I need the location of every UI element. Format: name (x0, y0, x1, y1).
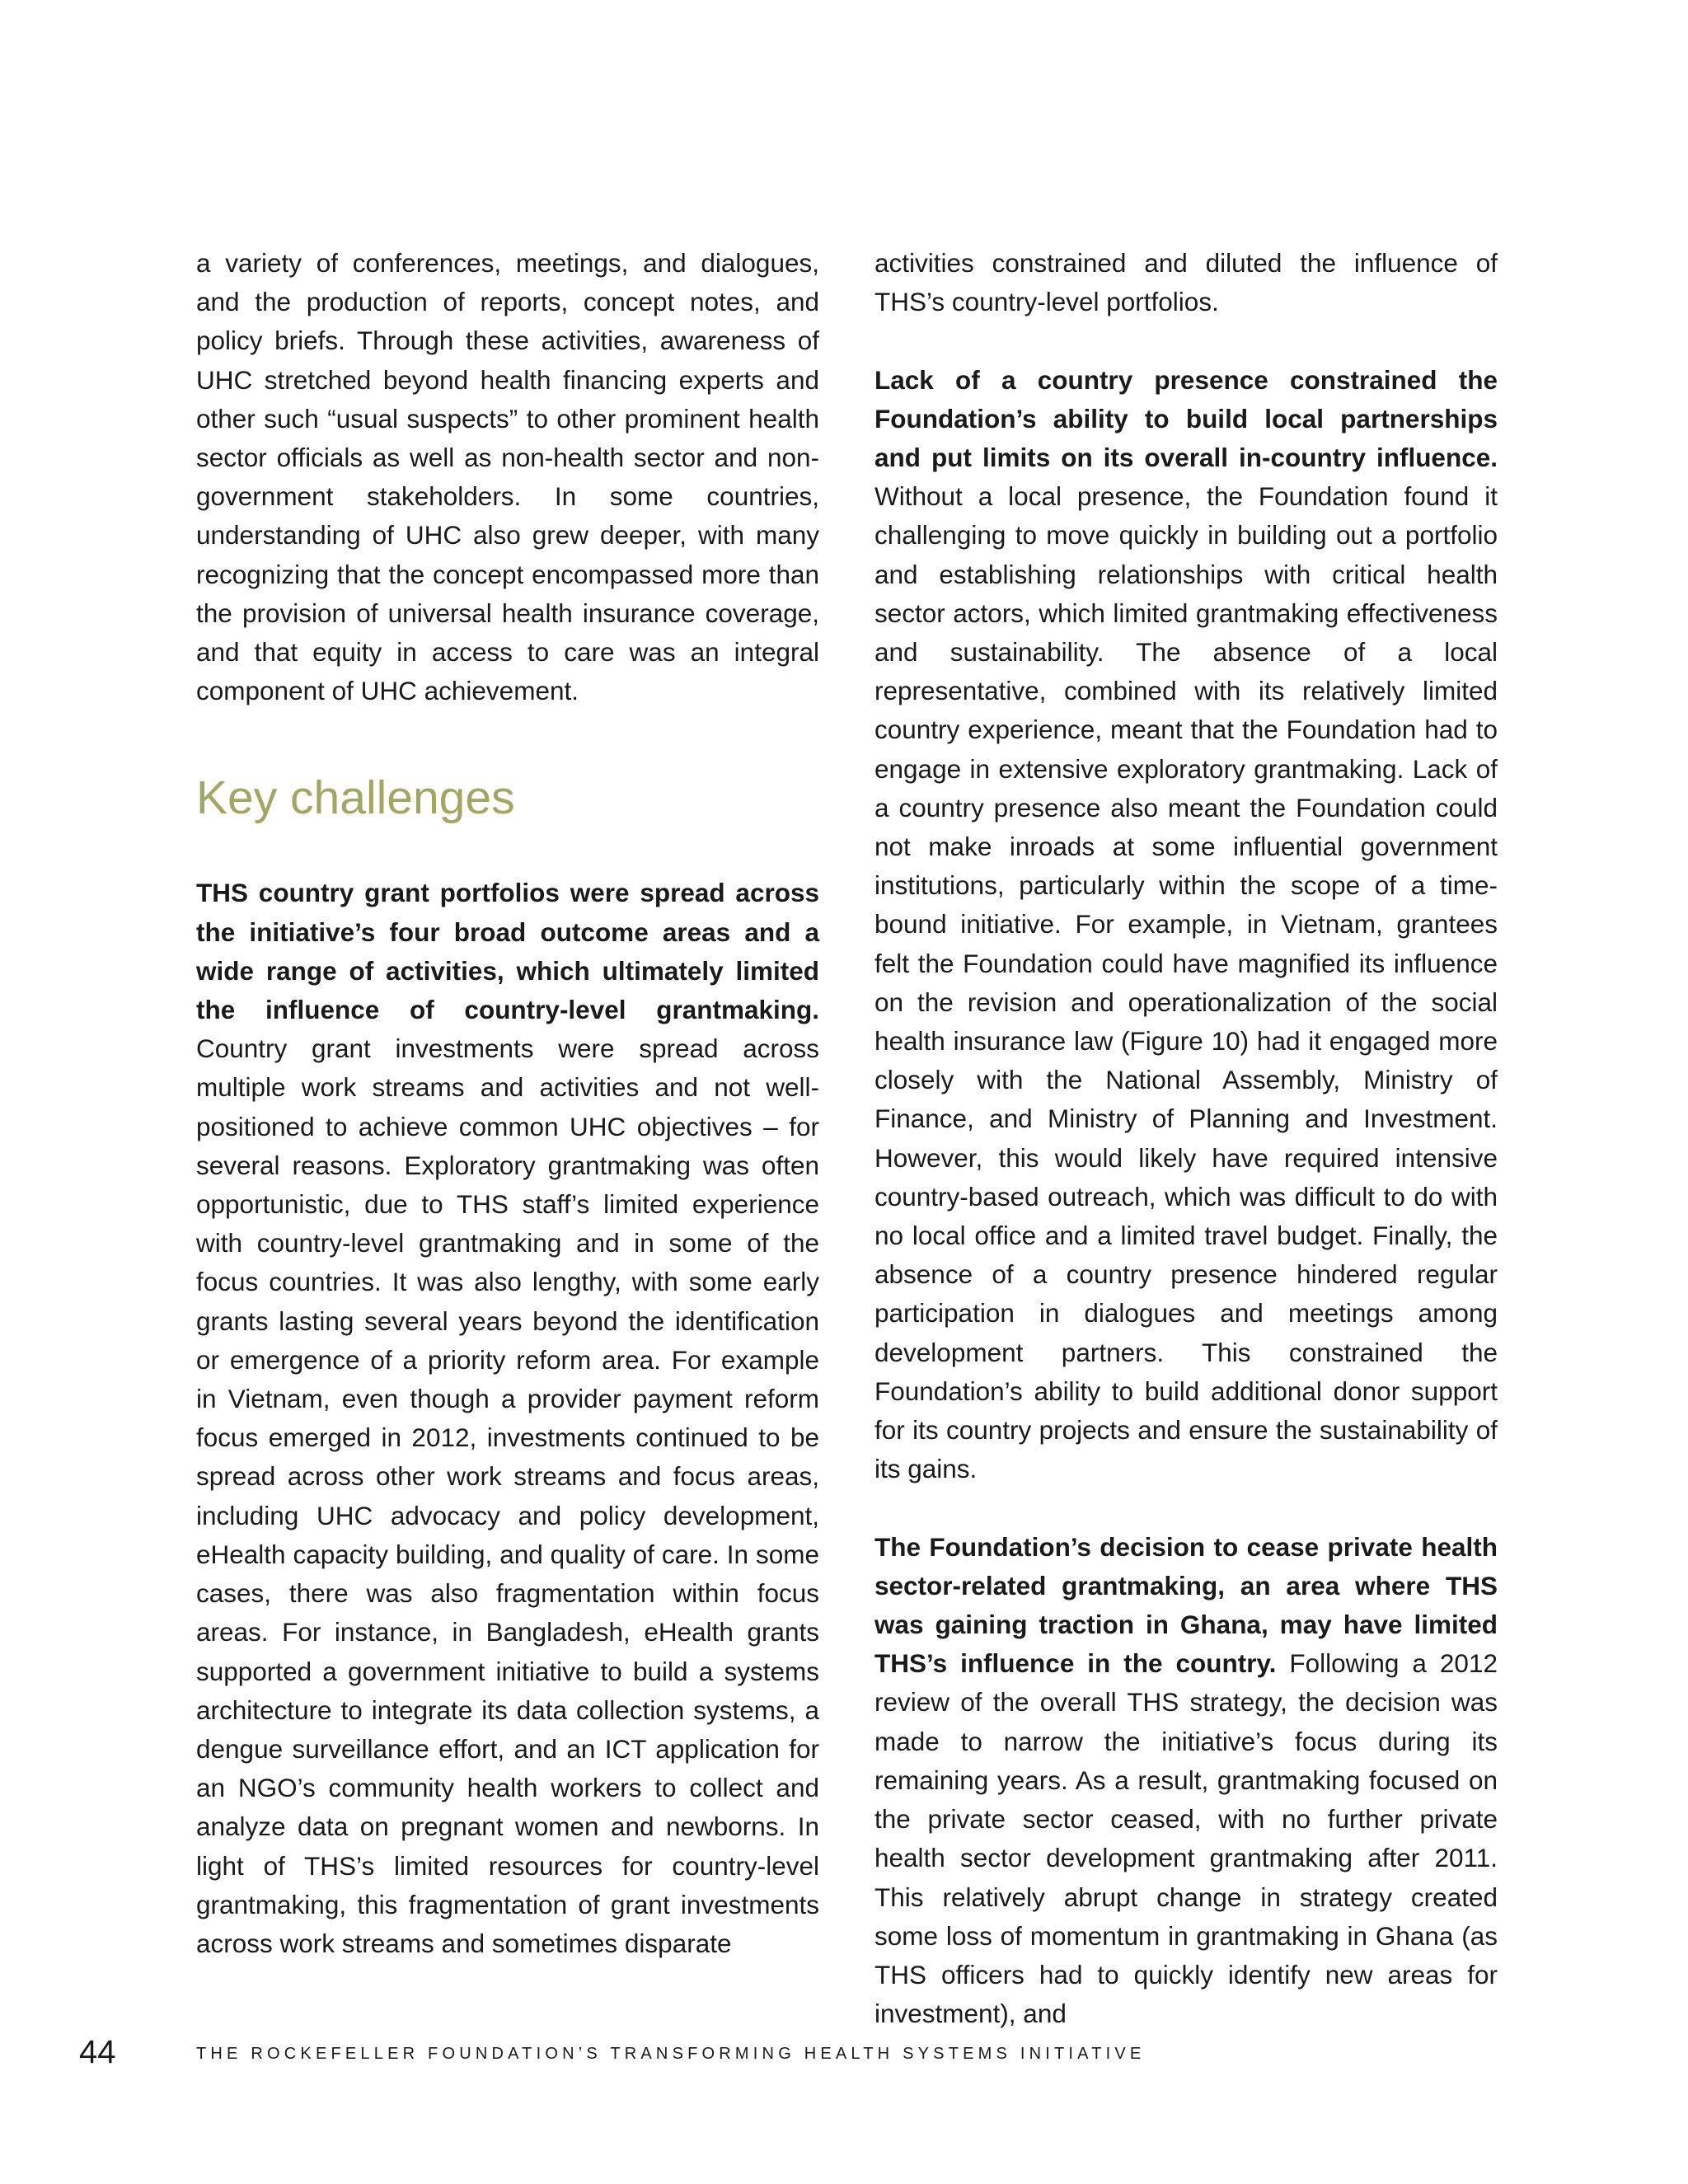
section-heading-key-challenges: Key challenges (196, 771, 515, 825)
continuation-paragraph: activities constrained and diluted the influence of THS’s country-level portfolios. (874, 248, 1498, 317)
challenge-lead-portfolios: THS country grant portfolios were spread across the initiative’s four broad outcome areas and a wide range of activities, which ultimately limited the influence of country-level grantmaking. (196, 878, 819, 1025)
challenge-paragraph-portfolios (196, 874, 819, 1963)
paragraph-gap (874, 321, 1498, 360)
challenge-lead-country-presence: Lack of a country presence constrained the Foundation’s ability to build local partnerships and put limits on its overall in-country influence. (874, 364, 1498, 472)
challenge-lead-private-sector: The Foundation’s decision to cease private health sector-related grantmaking, an area where THS was gaining traction in Ghana, may have limited THS’s influence in the country. (874, 1531, 1498, 1679)
intro-paragraph: a variety of conferences, meetings, and dialogues, and the production of reports, concept notes, and policy briefs. Through these activities, awareness of UHC stretched beyond health financing experts and other such “usual suspects” to other prominent health sector officials as well as non-health sector and non-government stakeholders. In some countries, understanding of UHC also grew deeper, with many recognizing that the concept encompassed more than the provision of universal health insurance coverage, and that equity in access to care was an integral component of UHC achievement. (196, 248, 819, 706)
page-number: 44 (79, 2034, 116, 2070)
challenge-paragraph-country-presence (874, 361, 1498, 1489)
challenge-paragraph-private-sector (874, 1528, 1498, 2034)
left-column (196, 244, 819, 1963)
challenge-body-country-presence: Without a local presence, the Foundation found it challenging to move quickly in building out a portfolio and establishing relationships with critical health sector actors, which limited grantmaking effectiveness and sustainability. The absence of a local representative, combined with its relatively limited country experience, meant that the Foundation had to engage in extensive exploratory grantmaking. Lack of a country presence also meant the Foundation could not make inroads at some influential government institutions, particularly within the scope of a time-bound initiative. For example, in Vietnam, grantees felt the Foundation could have magnified its influence on the revision and operationalization of the social health insurance law (Figure 10) had it engaged more closely with the National Assembly, Ministry of Finance, and Ministry of Planning and Investment. However, this would likely have required intensive country-based outreach, which was difficult to do with no local office and a limited travel budget. Finally, the absence of a country presence hindered regular participation in dialogues and meetings among development partners. This constrained the Foundation’s ability to build additional donor support for its country projects and ensure the sustainability of its gains. (874, 481, 1498, 1484)
paragraph-gap (874, 1488, 1498, 1527)
right-column (874, 244, 1498, 2033)
challenge-body-private-sector: Following a 2012 review of the overall THS strategy, the decision was made to narrow the initiative’s focus during its remaining years. As a result, grantmaking focused on the private sector ceased, with no further private health sector development grantmaking after 2011. This relatively abrupt change in strategy created some loss of momentum in grantmaking in Ghana (as THS officers had to quickly identify new areas for investment), and (874, 1648, 1498, 2029)
running-footer-title: THE ROCKEFELLER FOUNDATION’S TRANSFORMING HEALTH SYSTEMS INITIATIVE (196, 2045, 1146, 2063)
challenge-body-portfolios: Country grant investments were spread across multiple work streams and activities and not well-positioned to achieve common UHC objectives – for several reasons. Exploratory grantmaking was often opportunistic, due to THS staff’s limited experience with country-level grantmaking and in some of the focus countries. It was also lengthy, with some early grants lasting several years beyond the identification or emergence of a priority reform area. For example in Vietnam, even though a provider payment reform focus emerged in 2012, investments continued to be spread across other work streams and focus areas, including UHC advocacy and policy development, eHealth capacity building, and quality of care. In some cases, there was also fragmentation within focus areas. For instance, in Bangladesh, eHealth grants supported a government initiative to build a systems architecture to integrate its data collection systems, a dengue surveillance effort, and an ICT application for an NGO’s community health workers to collect and analyze data on pregnant women and newborns. In light of THS’s limited resources for country-level grantmaking, this fragmentation of grant investments across work streams and sometimes disparate (196, 1033, 819, 1958)
